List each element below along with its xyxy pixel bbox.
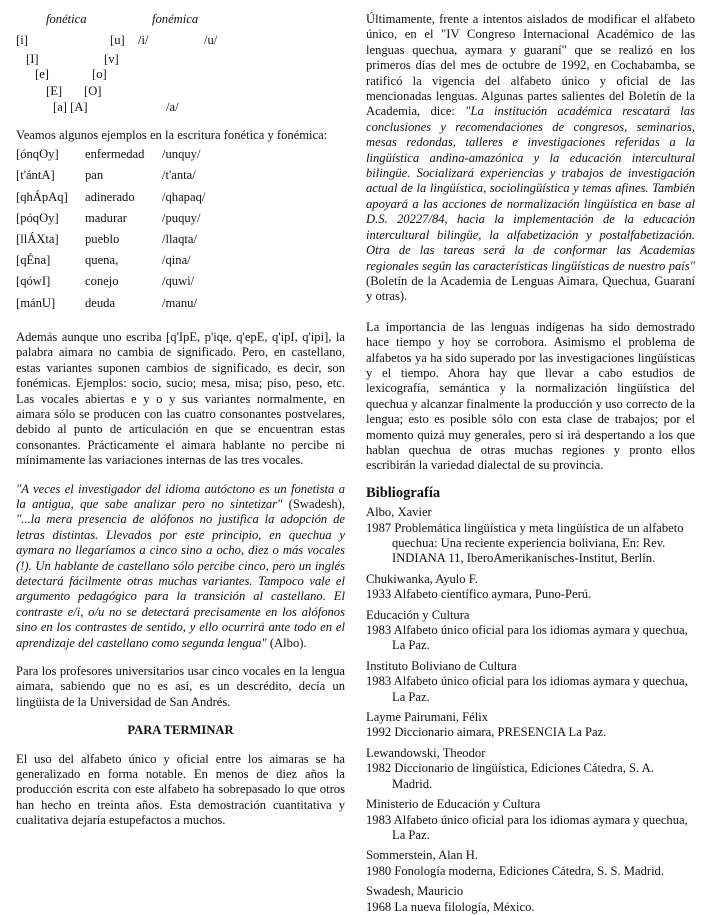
example-phonemic: /unquy/ <box>162 147 201 162</box>
vowel-a-pair: [a] [A] <box>53 100 88 114</box>
paragraph-conclusion: El uso del alfabeto único y oficial entre los aimaras se ha generalizado en forma notable. En menos de diez años la producción escrita con este alfabeto ha sobrepasado lo que otros han hecho en treinta años. Esta demostración cuantitativa y cualitativa dejaría estupefactos a muchos. <box>16 751 345 828</box>
phoneme-a: /a/ <box>166 100 179 114</box>
example-phonetic: [qówI] <box>16 274 51 289</box>
bibliography-reference: 1983 Alfabeto único oficial para los idiomas aymara y quechua, La Paz. <box>366 623 688 653</box>
quote-albo: "...la mera presencia de alófonos no justifica la adopción de letras distintas. Llevados por este principio, en quechua y aymara no llegaríamos a cinco sino a ocho, diez o más vocales (!). Un hablante de castellano sólo percibe cinco, pero un inglés detectará fácilmente otras muchas variantes. Tampoco vale el argumento pedagógico para la transición al castellano. El contraste e/i, o/u no se detectará precisamente en los alófonos sino en los contrastes de sentido, y ello ocurrirá ante todo en el aprendizaje del castellano como segunda lengua" <box>16 512 345 650</box>
bibliography-reference: 1968 La nueva filología, México. <box>366 899 535 914</box>
bibliography-entry <box>366 848 695 879</box>
examples-intro: Veamos algunos ejemplos en la escritura fonética y fonémica: <box>16 128 328 142</box>
paragraph-importance: La importancia de las lenguas indígenas ha sido demostrado hace tiempo y hoy se corrobora. Asimismo el problema de alfabetos ya ha sido superado por las investigaciones lingüísticas y el tiempo. Ahora hay que llevar a cabo estudios de lexicografía, semántica y la normalización lingüística del quechua y alcanzar finalmente la producción y uso correcto de la lengua; esto es posible sólo con esta clase de trabajos; por el momento quizá muy generales, pero sí irá despertando a los que hablan quechua de otras muchas regiones y pronto ellos escribirán la variedad dialectal de su provincia. <box>366 319 695 473</box>
example-phonetic: [t'ántA] <box>16 168 55 183</box>
phoneme-u: /u/ <box>204 33 218 47</box>
example-phonetic: [qÉna] <box>16 253 51 268</box>
example-phonetic: [póqOy] <box>16 210 59 225</box>
quote-albo-attribution: (Albo). <box>266 635 307 650</box>
header-phonetic: fonética <box>46 12 87 26</box>
bibliography-reference: 1983 Alfabeto único oficial para los idiomas aymara y quechua, La Paz. <box>366 812 688 842</box>
example-meaning: adinerado <box>85 189 135 204</box>
congress-attribution: (Boletín de la Academia de Lenguas Aimara, Quechua, Guaraní y otras). <box>366 273 695 304</box>
bibliography-author: Chukiwanka, Ayulo F. <box>366 571 478 586</box>
table-row <box>16 208 205 229</box>
congress-quote: "La institución académica rescatará las conclusiones y recomendaciones de congresos, seminarios, mesas redondas, talleres e investigaciones referidas a la lingüística andina-amazónica y la educación intercultural bilingüe. Socializará experiencias y trabajos de investigación actual de la lingüística, sociolingüística y temas afines. También apoyará a las acciones de normalización lingüística en base al D.S. 20227/84, hacia la implementación de la educación intercultural bilingüe, la alfabetización y postalfabetización. Otra de las tareas será la de conformar las Academias regionales según las características lingüísticas de nuestro país" <box>366 104 695 273</box>
bibliography-entry <box>366 710 695 741</box>
bibliography-author: Albo, Xavier <box>366 505 432 520</box>
bibliography-entry <box>366 746 695 792</box>
example-phonemic: /manu/ <box>162 295 197 310</box>
table-row <box>16 293 205 314</box>
bibliography-reference: 1982 Diccionario de lingüística, Ediciones Cátedra, S. A. Madrid. <box>366 761 654 791</box>
section-heading-conclusion: PARA TERMINAR <box>127 723 234 738</box>
example-phonemic: /qina/ <box>162 253 191 268</box>
example-phonetic: [llÁXta] <box>16 232 59 247</box>
table-row <box>16 229 205 250</box>
vowel-O-open: [O] <box>84 84 102 98</box>
quote-swadesh: "A veces el investigador del idioma autóctono es un fonetista a la antigua, que sabe analizar pero no sintetizar" <box>16 481 345 511</box>
example-phonemic: /qhapaq/ <box>162 189 206 204</box>
bibliography-entry <box>366 572 695 603</box>
example-phonemic: /llaqta/ <box>162 232 197 247</box>
bibliography-entry <box>366 608 695 654</box>
vowel-u-closed: [u] <box>110 33 125 47</box>
bibliography-reference: 1983 Alfabeto único oficial para los idiomas aymara y quechua, La Paz. <box>366 674 688 704</box>
table-row <box>16 250 205 271</box>
vowel-i-closed: [i] <box>16 33 28 47</box>
bibliography-author: Ministerio de Educación y Cultura <box>366 797 541 812</box>
bibliography-author: Educación y Cultura <box>366 607 470 622</box>
bibliography-author: Instituto Boliviano de Cultura <box>366 658 517 673</box>
bibliography-author: Swadesh, Mauricio <box>366 884 464 899</box>
table-row <box>16 272 205 293</box>
bibliography-entry <box>366 505 695 567</box>
example-phonetic: [mánU] <box>16 295 56 310</box>
bibliography-entry <box>366 659 695 705</box>
example-phonemic: /t'anta/ <box>162 168 196 183</box>
congress-text: Últimamente, frente a intentos aislados de modificar el alfabeto único, en el "IV Congreso Internacional Académico de las lenguas quechua, aymara y guaraní" que se realizó en los primeros días del mes de octubre de 1992, en Cochabamba, se ratificó la vigencia del alfabeto único y oficial de las mencionadas lenguas. Algunas partes salientes del Boletín de la Academia, dice: <box>366 12 695 119</box>
vowel-I-open: [I] <box>26 52 39 66</box>
bibliography-title: Bibliografía <box>366 484 441 501</box>
bibliography-reference: 1980 Fonología moderna, Ediciones Cátedra, S. S. Madrid. <box>366 863 665 878</box>
vowel-E-open: [E] <box>46 84 63 98</box>
example-meaning: enfermedad <box>85 147 145 162</box>
vowel-diagram <box>16 0 345 118</box>
example-meaning: conejo <box>85 274 119 289</box>
bibliography-list <box>366 505 695 915</box>
bibliography-author: Layme Pairumani, Félix <box>366 710 489 725</box>
example-meaning: deuda <box>85 295 116 310</box>
table-row <box>16 187 205 208</box>
bibliography-author: Sommerstein, Alan H. <box>366 848 478 863</box>
example-phonetic: [qhÁpAq] <box>16 189 68 204</box>
example-phonetic: [ónqOy] <box>16 147 59 162</box>
left-column <box>16 0 345 829</box>
example-phonemic: /quwi/ <box>162 274 195 289</box>
bibliography-reference: 1987 Problemática lingüística y meta lingüística de un alfabeto quechua: Una reciente experiencia boliviana, En: Rev. INDIANA 11, IberoAmerikanisches-Institut, Berlín. <box>366 520 684 566</box>
bibliography-entry <box>366 884 695 915</box>
example-phonemic: /puquy/ <box>162 210 201 225</box>
bibliography-author: Lewandowski, Theodor <box>366 745 486 760</box>
example-meaning: pueblo <box>85 232 120 247</box>
paragraph-variants: Además aunque uno escriba [q'IpE, p'iqe, q'epE, q'ipI, q'ipi], la palabra aimara no cambia de significado. Pero, en castellano, estas variantes suponen cambios de significado, es decir, son fonémicas. Ejemplos: socio, sucio; mesa, misa; piso, peso, etc. Las vocales abiertas e y o y sus variantes normalmente, en aimara sólo se producen con las cuatro consonantes postvelares, debido al punto de articulación en que se encuentran estas consonantes. Prácticamente el aimara hablante no percibe ni mínimamente las variaciones internas de las tres vocales. <box>16 329 345 468</box>
paragraph-congress <box>366 12 695 305</box>
header-phonemic: fonémica <box>152 12 199 26</box>
paragraph-professors: Para los profesores universitarios usar cinco vocales en la lengua aimara, sabiendo que no es así, es un descrédito, decía un lingüista de la Universidad de San Andrés. <box>16 664 345 709</box>
table-row <box>16 166 205 187</box>
bibliography-reference: 1992 Diccionario aimara, PRESENCIA La Paz. <box>366 725 607 740</box>
vowel-v-open: [v] <box>104 52 119 66</box>
bibliography-entry <box>366 797 695 843</box>
examples-table <box>16 144 205 314</box>
example-meaning: quena, <box>85 253 119 268</box>
vowel-o-closed: [o] <box>92 67 107 81</box>
quote-swadesh-attribution: (Swadesh), <box>282 496 345 511</box>
paragraph-quotes <box>16 482 345 651</box>
example-meaning: madurar <box>85 210 127 225</box>
right-column <box>366 0 695 915</box>
vowel-e-closed: [e] <box>35 67 49 81</box>
phoneme-i: /i/ <box>138 33 149 47</box>
example-meaning: pan <box>85 168 104 183</box>
table-row <box>16 144 205 165</box>
bibliography-reference: 1933 Alfabeto científico aymara, Puno-Perú. <box>366 587 592 602</box>
